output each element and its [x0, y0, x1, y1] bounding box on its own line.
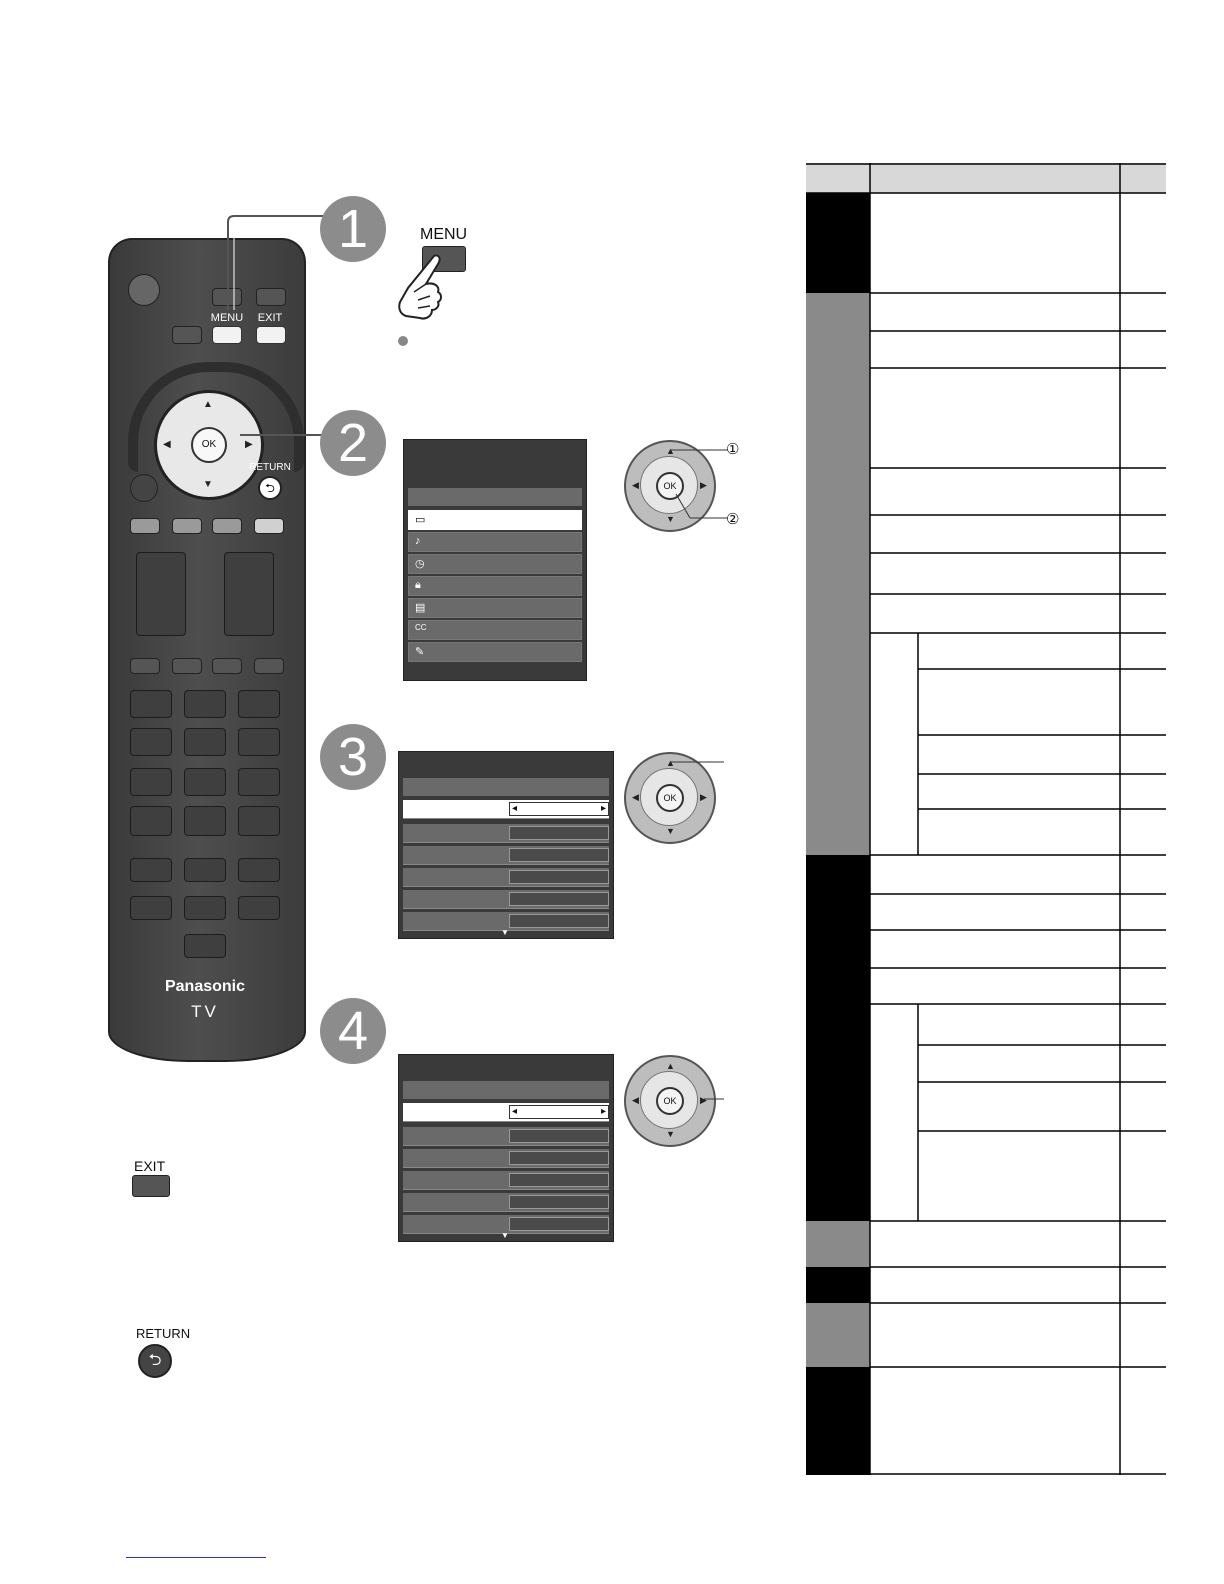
submenu-row[interactable] [403, 846, 609, 865]
product-label: TV [191, 1002, 219, 1021]
ok-button[interactable]: OK [656, 784, 684, 812]
return-key[interactable]: ⮌ [138, 1344, 172, 1378]
submenu-row[interactable] [403, 1127, 609, 1146]
row-value [509, 848, 609, 862]
row-value [509, 1151, 609, 1165]
audio-icon: ♪ [415, 535, 421, 547]
up-arrow-icon[interactable]: ▲ [666, 758, 675, 768]
submenu-row[interactable] [403, 890, 609, 909]
row-value [509, 914, 609, 928]
row-value [509, 892, 609, 906]
submenu-row[interactable] [403, 1171, 609, 1190]
step3-callout-line [660, 756, 740, 776]
step-1-badge: 1 [320, 196, 386, 262]
submenu-row[interactable] [403, 1149, 609, 1168]
submenu-screen-step3 [398, 751, 614, 939]
menu-key-label: MENU [420, 226, 468, 243]
ok-button[interactable]: OK [191, 427, 227, 463]
reference-table [806, 163, 1166, 1475]
submenu-header [403, 1081, 609, 1099]
submenu-row[interactable] [403, 868, 609, 887]
return-button[interactable]: ⮌ [258, 476, 282, 500]
row-value [509, 1195, 609, 1209]
ok-button[interactable]: OK [656, 472, 684, 500]
callout-number-2: ② [726, 511, 740, 528]
left-arrow-icon[interactable]: ◀ [163, 439, 171, 450]
bullet-dot [398, 336, 408, 346]
step-2-badge: 2 [320, 410, 386, 476]
right-arrow-icon[interactable]: ▶ [245, 439, 253, 450]
menu-item-timer[interactable] [408, 554, 582, 574]
menu-label: MENU [210, 312, 244, 324]
main-menu-screen [403, 439, 587, 681]
return-label: RETURN [249, 462, 291, 473]
card-icon: ▤ [415, 602, 426, 614]
down-arrow-icon[interactable]: ▼ [666, 826, 675, 836]
menu-item-card[interactable] [408, 598, 582, 618]
left-arrow-icon[interactable]: ◀ [632, 480, 639, 490]
menu-header [408, 488, 582, 506]
brand-logo: Panasonic [164, 978, 246, 995]
exit-key[interactable] [132, 1175, 170, 1197]
row-value [509, 1129, 609, 1143]
submenu-row[interactable] [403, 824, 609, 843]
step4-callout-line [700, 1092, 730, 1106]
cc-icon: CC [415, 623, 427, 632]
exit-key-label: EXIT [134, 1158, 166, 1174]
submenu-row[interactable] [403, 800, 609, 819]
right-arrow-icon[interactable]: ▶ [700, 480, 707, 490]
row-value [509, 1217, 609, 1231]
picture-icon: ▭ [415, 514, 426, 526]
pointing-hand-icon [394, 252, 448, 326]
menu-item-setup[interactable] [408, 642, 582, 662]
exit-label: EXIT [257, 312, 283, 324]
row-value [509, 870, 609, 884]
row-value [509, 1173, 609, 1187]
up-arrow-icon[interactable]: ▲ [666, 446, 675, 456]
up-arrow-icon[interactable]: ▲ [666, 1061, 675, 1071]
value-selector[interactable] [509, 1105, 609, 1119]
scroll-down-icon[interactable]: ▼ [501, 1231, 509, 1240]
return-key-label: RETURN [136, 1326, 191, 1341]
left-arrow-icon[interactable]: ◀ [632, 792, 639, 802]
down-arrow-icon[interactable]: ▼ [666, 514, 675, 524]
scroll-down-icon[interactable]: ▼ [501, 928, 509, 937]
submenu-header [403, 778, 609, 796]
submenu-screen-step4 [398, 1054, 614, 1242]
setup-icon: ✎ [415, 646, 425, 658]
footer-link-line[interactable] [126, 1557, 266, 1558]
ok-button[interactable]: OK [656, 1087, 684, 1115]
submenu-row[interactable] [403, 1103, 609, 1122]
step-3-badge: 3 [320, 724, 386, 790]
callout-number-1: ① [726, 441, 740, 458]
up-arrow-icon[interactable]: ▲ [203, 399, 213, 410]
menu-item-picture[interactable] [408, 510, 582, 530]
down-arrow-icon[interactable]: ▼ [203, 479, 213, 490]
step-4-badge: 4 [320, 998, 386, 1064]
menu-item-cc[interactable] [408, 620, 582, 640]
submenu-row[interactable] [403, 1193, 609, 1212]
right-arrow-icon[interactable]: ▶ [700, 792, 707, 802]
value-selector[interactable] [509, 802, 609, 816]
timer-icon: ◷ [415, 558, 425, 570]
left-arrow-icon[interactable]: ◀ [632, 1095, 639, 1105]
right-arrow-icon[interactable]: ▶ [700, 1095, 707, 1105]
menu-item-lock[interactable] [408, 576, 582, 596]
down-arrow-icon[interactable]: ▼ [666, 1129, 675, 1139]
lock-icon: 🔒︎ [415, 579, 421, 591]
table-grid [806, 163, 1166, 1475]
row-value [509, 826, 609, 840]
menu-item-audio[interactable] [408, 532, 582, 552]
